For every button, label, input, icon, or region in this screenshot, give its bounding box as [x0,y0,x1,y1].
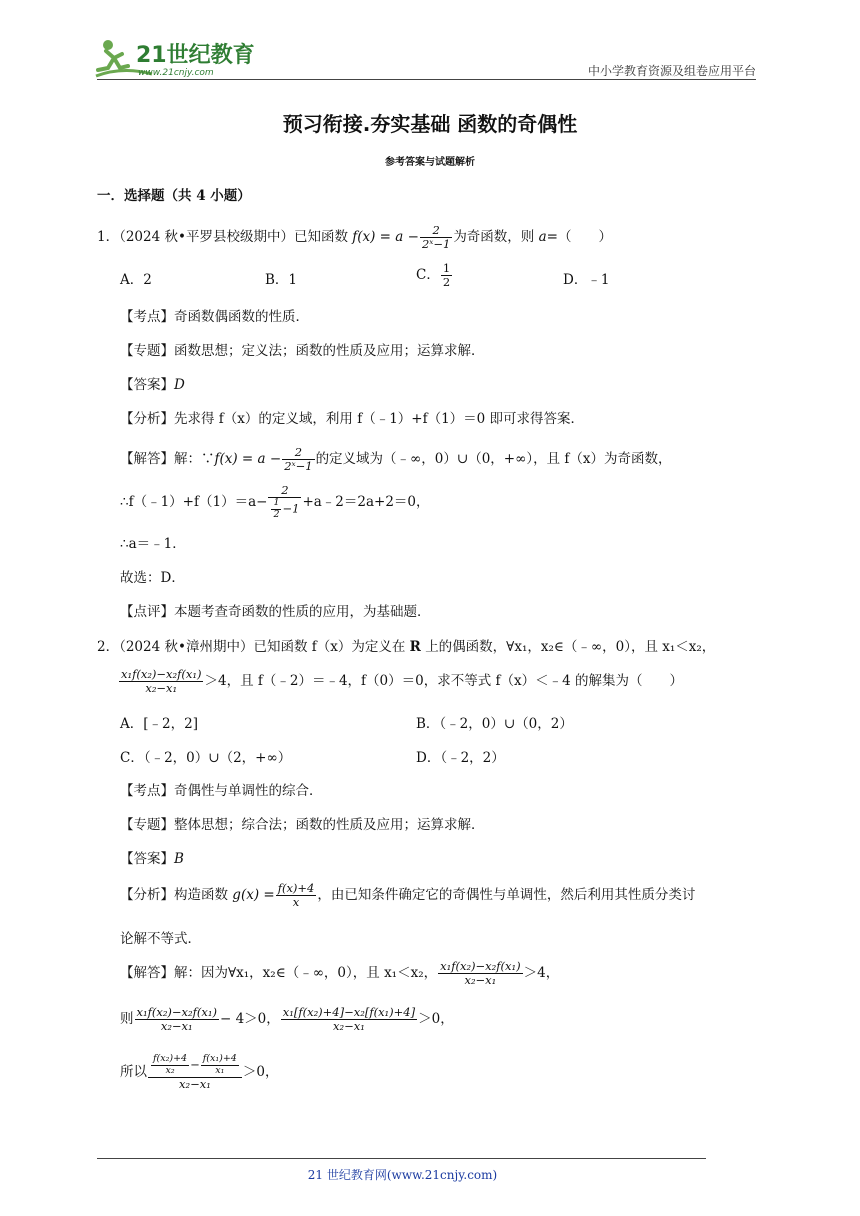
page-title: 预习衔接.夯实基础 函数的奇偶性 [282,112,578,136]
q1-jieda-line3: ∴a＝﹣1． [120,536,186,552]
q2-jieda-line1: 【解答】解：因为∀x₁，x₂∈（﹣∞，0），且 x₁＜x₂， $\frac{\text{x₁f(x₂)−x₂f(x₁)}}{\text{x₂−x₁}}$ ＞4， [120,959,560,988]
page-subtitle: 参考答案与试题解析 [385,157,475,168]
q2-fenxi-line1: 【分析】构造函数 g(x) = $\frac{f(x)+4}{x}$ ，由已知条件确定它的奇偶性与单调性，然后利用其性质分类讨 [120,881,696,910]
header-divider [97,79,756,80]
q1-jieda-line1: 【解答】解：∵f(x) = a − $\frac{2}{\text{2ˣ−1}}$ 的定义域为（﹣∞，0）∪（0，+∞），且 f（x）为奇函数， [120,445,672,474]
q2-stem-line2: $\frac{\text{x₁f(x₂)−x₂f(x₁)}}{\text{x₂−x₁}}$ ＞4，且 f（﹣2）＝﹣4，f（0）＝0，求不等式 f（x）＜﹣4 的解集为（ ） [121,667,683,696]
svg-text:www.21cnjy.com: www.21cnjy.com [138,68,214,78]
svg-text:21世纪教育: 21世纪教育 [136,43,255,68]
q1-jieda-line2: ∴f（﹣1）+f（1）＝a− 2 $\frac{1}{2}$ −1 +a﹣2＝2a+2＝0， [120,483,430,521]
q2-jieda-line3: 所以 $\frac{\text{f(x₂)+4}}{\text{x₂}}$ − $\frac{\text{f(x₁)+4}}{\text{x₁}}$ x₂−x₁ ＞0， [120,1053,279,1091]
q2-stem-line1: 2．（2024 秋•漳州期中）已知函数 f（x）为定义在 R 上的偶函数，∀x₁，x₂∈（﹣∞，0），且 x₁＜x₂， [97,639,716,655]
q2-option-d: D．（﹣2，2） [416,750,505,766]
q1-stem: 1．（2024 秋•平罗县校级期中）已知函数 f(x) = a − $\frac{2}{\text{2ˣ−1}}$ 为奇函数，则 a=（ ） [97,223,612,252]
q1-option-c: C． $\frac{1}{2}$ [416,261,451,290]
q1-option-a: A．2 [120,272,152,288]
q1-jieda-line4: 故选：D． [120,570,185,586]
footer-divider [97,1158,706,1159]
q1-dianping: 【点评】本题考查奇函数的性质的应用，为基础题． [120,604,431,620]
q2-fenxi-line2: 论解不等式． [120,931,201,947]
q2-kaodian: 【考点】奇偶性与单调性的综合． [120,783,323,799]
platform-label: 中小学教育资源及组卷应用平台 [587,64,756,78]
q2-option-c: C．（﹣2，0）∪（2，+∞） [120,750,292,766]
q2-jieda-line2: 则 $\frac{\text{x₁f(x₂)−x₂f(x₁)}}{\text{x₂−x₁}}$ − 4＞0， $\frac{\text{x₁[f(x₂)+4]−x₂[f(x₁)+4]}}{\text{x₂−x₁}}$ ＞0， [120,1005,454,1034]
q2-option-b: B．（﹣2，0）∪（0，2） [416,716,573,732]
q2-zhuanti: 【专题】整体思想；综合法；函数的性质及应用；运算求解． [120,817,485,833]
q1-answer: 【答案】D [120,377,185,393]
q1-fenxi: 【分析】先求得 f（x）的定义域，利用 f（﹣1）+f（1）＝0 即可求得答案． [120,411,585,427]
q1-kaodian: 【考点】奇函数偶函数的性质． [120,309,309,325]
q1-option-b: B．1 [265,272,298,288]
q1-zhuanti: 【专题】函数思想；定义法；函数的性质及应用；运算求解． [120,343,485,359]
q2-option-a: A．[﹣2，2] [120,716,198,732]
q2-answer: 【答案】B [120,851,184,867]
q1-option-d: D．﹣1 [563,272,610,288]
section-heading: 一．选择题（共 4 小题） [97,188,251,204]
footer-link[interactable]: 21 世纪教育网(www.21cnjy.com) [307,1168,498,1182]
site-logo [92,36,262,80]
